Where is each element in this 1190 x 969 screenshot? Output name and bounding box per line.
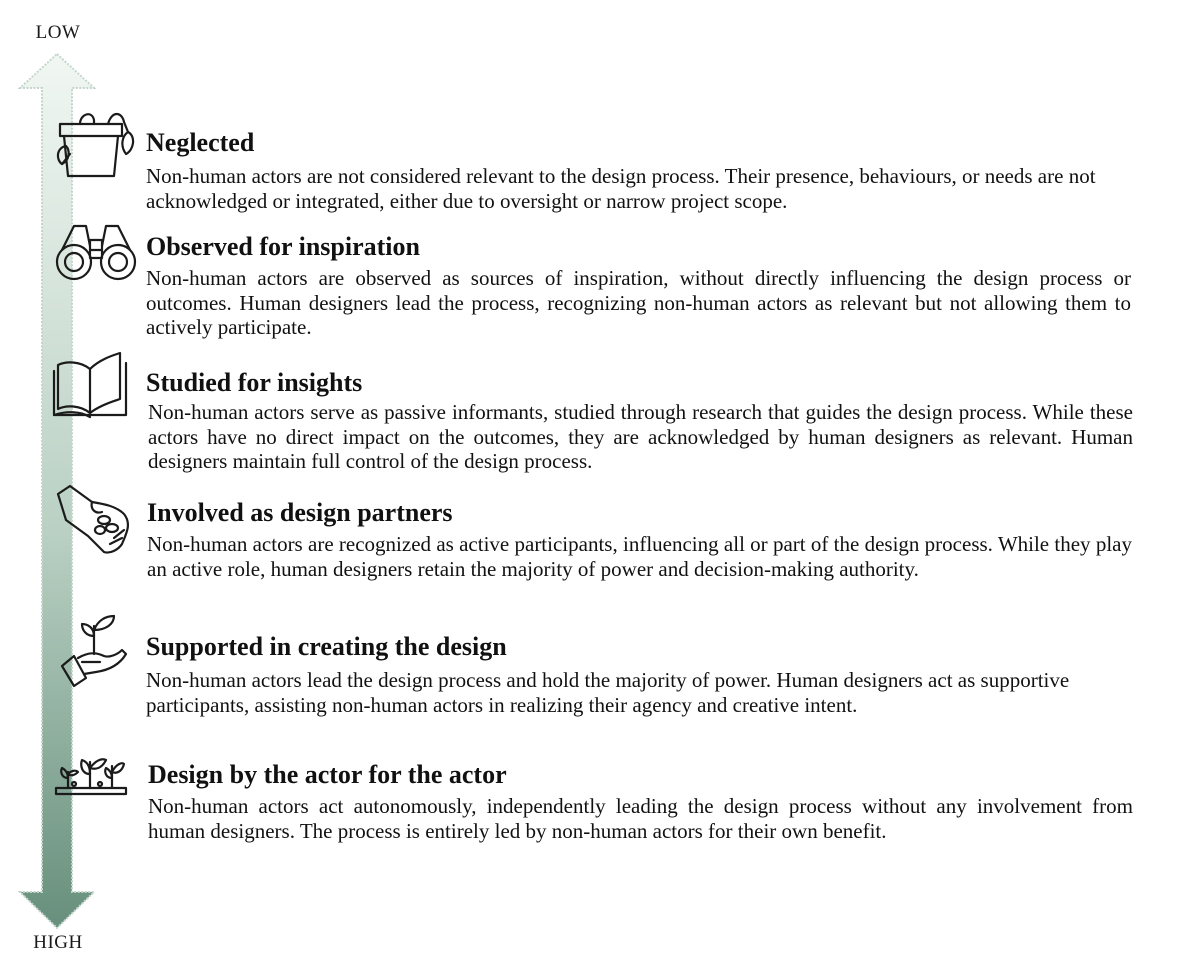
level-description: Non-human actors are observed as sources of inspiration, without directly influencing the design process or outcomes. Human designers lead the process, recognizing non-human actors as relevant but not allowing them to actively participate. <box>146 266 1131 339</box>
scale-high-label: HIGH <box>33 932 83 953</box>
level-observed-for-inspiration <box>52 216 1142 356</box>
level-title: Neglected <box>146 128 255 157</box>
level-description: Non-human actors lead the design process and hold the majority of power. Human designers act as supportive participants, assisting non-human actors in realizing their agency and creative intent. <box>146 668 1070 717</box>
scale-low-label: LOW <box>35 22 81 43</box>
level-title: Involved as design partners <box>147 498 453 527</box>
hand-supporting-sprout-icon <box>52 612 142 702</box>
hand-holding-seeds-icon <box>52 480 142 570</box>
level-title: Studied for insights <box>146 368 363 397</box>
level-supported-in-creating-the-design <box>52 612 1142 752</box>
growing-plants-icon <box>52 744 142 834</box>
level-description: Non-human actors act autonomously, independently leading the design process without any involvement from human designers. The process is entirely led by non-human actors for their own benefit. <box>148 794 1133 843</box>
level-description: Non-human actors serve as passive informants, studied through research that guides the design process. While these actors have no direct impact on the outcomes, they are acknowledged by human designers as relevant. Human designers maintain full control of the design process. <box>148 400 1133 473</box>
binoculars-icon <box>52 216 142 306</box>
level-description: Non-human actors are not considered relevant to the design process. Their presence, behaviours, or needs are not acknowledged or integrated, either due to oversight or narrow project scope. <box>146 164 1096 213</box>
level-title: Observed for inspiration <box>146 232 420 261</box>
level-design-by-the-actor-for-the-actor <box>52 744 1142 884</box>
level-title: Supported in creating the design <box>146 632 507 661</box>
level-description: Non-human actors are recognized as active participants, influencing all or part of the design process. While they play an active role, human designers retain the majority of power and decision-making authority. <box>147 532 1132 581</box>
neglected-plant-pot-icon <box>52 106 142 196</box>
level-involved-as-design-partners <box>52 480 1142 620</box>
level-title: Design by the actor for the actor <box>148 760 507 789</box>
level-studied-for-insights <box>52 349 1142 489</box>
open-book-icon <box>52 349 142 439</box>
